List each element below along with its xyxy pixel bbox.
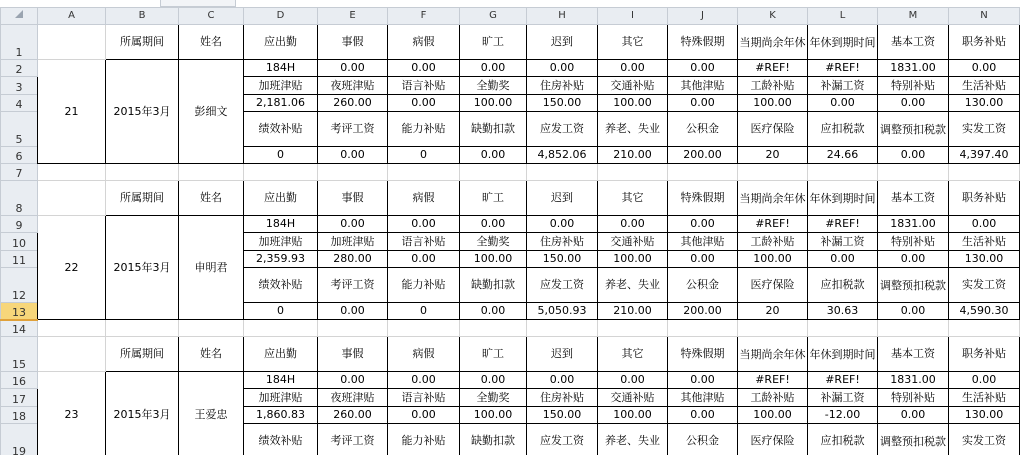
data-cell[interactable]: 0.00 (388, 95, 460, 112)
data-cell[interactable]: 1831.00 (878, 216, 949, 233)
data-cell[interactable]: 0.00 (598, 216, 668, 233)
data-cell[interactable]: 210.00 (598, 147, 668, 164)
cell-empty[interactable] (318, 320, 388, 337)
cell-empty[interactable] (598, 164, 668, 181)
header-cell[interactable]: 应出勤 (244, 337, 318, 372)
column-header-n[interactable]: N (949, 8, 1020, 25)
data-cell[interactable]: 260.00 (318, 407, 388, 424)
table-row (1, 320, 1020, 337)
data-cell[interactable]: 0.00 (318, 372, 388, 389)
data-cell[interactable]: 184H (244, 216, 318, 233)
column-header-d[interactable]: D (244, 8, 318, 25)
data-cell[interactable]: 100.00 (460, 95, 527, 112)
cell-empty[interactable] (878, 164, 949, 181)
label-cell[interactable]: 实发工资 (949, 112, 1020, 147)
data-cell[interactable]: 0.00 (388, 407, 460, 424)
header-cell[interactable]: 事假 (318, 337, 388, 372)
label-cell[interactable]: 实发工资 (949, 424, 1020, 455)
header-cell[interactable]: 应出勤 (244, 181, 318, 216)
label-cell[interactable]: 住房补贴 (527, 233, 598, 251)
header-cell[interactable]: 当期尚余年休 (738, 181, 808, 216)
cell-empty[interactable] (527, 164, 598, 181)
data-cell[interactable]: 20 (738, 147, 808, 164)
label-cell[interactable]: 缺勤扣款 (460, 268, 527, 303)
data-cell[interactable]: #REF! (738, 372, 808, 389)
column-header-h[interactable]: H (527, 8, 598, 25)
data-cell[interactable]: 0.00 (668, 251, 738, 268)
employee-name-cell[interactable]: 申明君 (179, 216, 244, 320)
header-cell[interactable]: 迟到 (527, 181, 598, 216)
label-cell[interactable]: 考评工资 (318, 424, 388, 455)
data-cell[interactable]: 30.63 (808, 303, 878, 320)
cell-empty[interactable] (244, 164, 318, 181)
data-cell[interactable]: 1831.00 (878, 372, 949, 389)
label-cell[interactable]: 工龄补贴 (738, 77, 808, 95)
data-cell[interactable]: 0.00 (388, 216, 460, 233)
header-cell[interactable]: 姓名 (179, 337, 244, 372)
label-cell[interactable]: 实发工资 (949, 268, 1020, 303)
label-cell[interactable]: 应发工资 (527, 268, 598, 303)
label-cell[interactable]: 能力补贴 (388, 268, 460, 303)
data-cell[interactable]: #REF! (738, 60, 808, 77)
data-cell[interactable]: 1831.00 (878, 60, 949, 77)
label-cell[interactable]: 补漏工资 (808, 389, 878, 407)
data-cell[interactable]: 130.00 (949, 407, 1020, 424)
label-cell[interactable]: 工龄补贴 (738, 233, 808, 251)
label-cell[interactable]: 应扣税款 (808, 424, 878, 455)
row-header[interactable]: 8 (1, 181, 38, 216)
header-cell[interactable]: 应出勤 (244, 25, 318, 60)
data-cell[interactable]: 130.00 (949, 251, 1020, 268)
header-cell[interactable]: 特殊假期 (668, 181, 738, 216)
period-cell[interactable]: 2015年3月 (106, 372, 179, 455)
header-cell[interactable]: 基本工资 (878, 181, 949, 216)
data-cell[interactable]: 0.00 (878, 147, 949, 164)
data-cell[interactable]: #REF! (738, 216, 808, 233)
header-cell[interactable]: 年休到期时间 (808, 25, 878, 60)
data-cell[interactable]: 210.00 (598, 303, 668, 320)
data-cell[interactable]: 184H (244, 372, 318, 389)
column-header-a[interactable]: A (38, 8, 106, 25)
cell-empty[interactable] (244, 320, 318, 337)
data-cell[interactable]: 0.00 (808, 251, 878, 268)
data-cell[interactable]: 150.00 (527, 95, 598, 112)
record-index-cell[interactable]: 22 (38, 216, 106, 320)
header-cell[interactable]: 其它 (598, 337, 668, 372)
data-cell[interactable]: 150.00 (527, 251, 598, 268)
cell-empty[interactable] (460, 164, 527, 181)
label-cell[interactable]: 特别补贴 (878, 233, 949, 251)
label-cell[interactable]: 交通补贴 (598, 77, 668, 95)
label-cell[interactable]: 生活补贴 (949, 389, 1020, 407)
data-cell[interactable]: 0.00 (949, 372, 1020, 389)
data-cell[interactable]: 5,050.93 (527, 303, 598, 320)
label-cell[interactable]: 养老、失业 (598, 424, 668, 455)
data-cell[interactable]: 0.00 (460, 372, 527, 389)
row-header[interactable]: 3 (1, 77, 38, 95)
data-cell[interactable]: 100.00 (598, 407, 668, 424)
label-cell[interactable]: 绩效补贴 (244, 112, 318, 147)
label-cell[interactable]: 语言补贴 (388, 233, 460, 251)
column-header-i[interactable]: I (598, 8, 668, 25)
data-cell[interactable]: 0.00 (460, 60, 527, 77)
label-cell[interactable]: 交通补贴 (598, 389, 668, 407)
cell-empty[interactable] (38, 337, 106, 372)
data-cell[interactable]: 0.00 (460, 147, 527, 164)
label-cell[interactable]: 其他津贴 (668, 233, 738, 251)
table-row (1, 216, 1020, 233)
header-cell[interactable]: 特殊假期 (668, 337, 738, 372)
data-cell[interactable]: 2,359.93 (244, 251, 318, 268)
cell-empty[interactable] (179, 320, 244, 337)
data-cell[interactable]: 0 (244, 147, 318, 164)
label-cell[interactable]: 加班津贴 (244, 233, 318, 251)
cell-empty[interactable] (388, 164, 460, 181)
label-cell[interactable]: 调整预扣税款 (878, 268, 949, 303)
cell-empty[interactable] (738, 320, 808, 337)
data-cell[interactable]: 100.00 (598, 95, 668, 112)
formula-bar-edge (160, 0, 236, 7)
cell-empty[interactable] (179, 164, 244, 181)
label-cell[interactable]: 能力补贴 (388, 424, 460, 455)
select-all-triangle-icon (15, 10, 23, 18)
employee-name-cell[interactable]: 王爱忠 (179, 372, 244, 455)
header-cell[interactable]: 当期尚余年休 (738, 25, 808, 60)
label-cell[interactable]: 补漏工资 (808, 77, 878, 95)
row-header[interactable]: 7 (1, 164, 38, 181)
header-cell[interactable]: 姓名 (179, 181, 244, 216)
column-header-j[interactable]: J (668, 8, 738, 25)
row-header[interactable]: 12 (1, 268, 38, 303)
data-cell[interactable]: 4,852.06 (527, 147, 598, 164)
header-cell[interactable]: 其它 (598, 25, 668, 60)
cell-empty[interactable] (949, 320, 1020, 337)
data-cell[interactable]: 0.00 (527, 372, 598, 389)
label-cell[interactable]: 工龄补贴 (738, 389, 808, 407)
column-header-c[interactable]: C (179, 8, 244, 25)
data-cell[interactable]: 100.00 (738, 251, 808, 268)
data-cell[interactable]: 0.00 (598, 60, 668, 77)
cell-empty[interactable] (106, 164, 179, 181)
data-cell[interactable]: #REF! (808, 60, 878, 77)
data-cell[interactable]: 4,590.30 (949, 303, 1020, 320)
header-cell[interactable]: 当期尚余年休 (738, 337, 808, 372)
data-cell[interactable]: 1,860.83 (244, 407, 318, 424)
data-cell[interactable]: 0.00 (388, 60, 460, 77)
label-cell[interactable]: 特别补贴 (878, 389, 949, 407)
label-cell[interactable]: 医疗保险 (738, 112, 808, 147)
cell-empty[interactable] (38, 25, 106, 60)
data-cell[interactable]: 130.00 (949, 95, 1020, 112)
label-cell[interactable]: 夜班津贴 (318, 77, 388, 95)
label-cell[interactable]: 全勤奖 (460, 233, 527, 251)
data-cell[interactable]: #REF! (808, 372, 878, 389)
cell-empty[interactable] (668, 320, 738, 337)
cell-empty[interactable] (808, 320, 878, 337)
data-cell[interactable]: 0.00 (388, 251, 460, 268)
label-cell[interactable]: 应扣税款 (808, 112, 878, 147)
label-cell[interactable]: 特别补贴 (878, 77, 949, 95)
row-header[interactable]: 19 (1, 424, 38, 455)
row-header[interactable]: 11 (1, 251, 38, 268)
data-cell[interactable]: 0.00 (808, 95, 878, 112)
label-cell[interactable]: 加班津贴 (318, 233, 388, 251)
label-cell[interactable]: 能力补贴 (388, 112, 460, 147)
label-cell[interactable]: 考评工资 (318, 268, 388, 303)
label-cell[interactable]: 缺勤扣款 (460, 424, 527, 455)
data-cell[interactable]: #REF! (808, 216, 878, 233)
row-header[interactable]: 5 (1, 112, 38, 147)
data-cell[interactable]: 0.00 (878, 95, 949, 112)
data-cell[interactable]: 0.00 (878, 303, 949, 320)
header-cell[interactable]: 所属期间 (106, 181, 179, 216)
row-header[interactable]: 6 (1, 147, 38, 164)
header-cell[interactable]: 职务补贴 (949, 25, 1020, 60)
data-cell[interactable]: 280.00 (318, 251, 388, 268)
data-cell[interactable]: 0.00 (668, 95, 738, 112)
data-cell[interactable]: 260.00 (318, 95, 388, 112)
header-cell[interactable]: 基本工资 (878, 25, 949, 60)
cell-empty[interactable] (598, 320, 668, 337)
period-cell[interactable]: 2015年3月 (106, 60, 179, 164)
column-header-k[interactable]: K (738, 8, 808, 25)
label-cell[interactable]: 交通补贴 (598, 233, 668, 251)
data-cell[interactable]: 100.00 (738, 407, 808, 424)
data-cell[interactable]: 0.00 (598, 372, 668, 389)
cell-empty[interactable] (38, 320, 106, 337)
table-row (1, 337, 1020, 372)
header-cell[interactable]: 年休到期时间 (808, 181, 878, 216)
row-header-selected[interactable]: 13 (1, 303, 38, 320)
data-cell[interactable]: 0.00 (460, 216, 527, 233)
data-cell[interactable]: 20 (738, 303, 808, 320)
header-cell[interactable]: 旷工 (460, 25, 527, 60)
data-cell[interactable]: 0 (388, 147, 460, 164)
header-cell[interactable]: 病假 (388, 337, 460, 372)
label-cell[interactable]: 公积金 (668, 424, 738, 455)
data-cell[interactable]: 0.00 (668, 407, 738, 424)
row-header[interactable]: 4 (1, 95, 38, 112)
label-cell[interactable]: 绩效补贴 (244, 424, 318, 455)
data-cell[interactable]: 0 (388, 303, 460, 320)
header-cell[interactable]: 病假 (388, 25, 460, 60)
data-cell[interactable]: 0.00 (318, 303, 388, 320)
header-cell[interactable]: 特殊假期 (668, 25, 738, 60)
header-cell[interactable]: 所属期间 (106, 25, 179, 60)
data-cell[interactable]: 100.00 (460, 407, 527, 424)
label-cell[interactable]: 其他津贴 (668, 77, 738, 95)
data-cell[interactable]: 0.00 (878, 407, 949, 424)
data-cell[interactable]: 0.00 (668, 60, 738, 77)
data-cell[interactable]: 0.00 (527, 216, 598, 233)
row-header[interactable]: 14 (1, 320, 38, 337)
header-cell[interactable]: 迟到 (527, 25, 598, 60)
data-cell[interactable]: 200.00 (668, 303, 738, 320)
label-cell[interactable]: 住房补贴 (527, 77, 598, 95)
table-row (1, 372, 1020, 389)
label-cell[interactable]: 语言补贴 (388, 77, 460, 95)
cell-empty[interactable] (38, 164, 106, 181)
worksheet-grid[interactable] (0, 7, 1020, 455)
row-header[interactable]: 2 (1, 60, 38, 77)
cell-empty[interactable] (949, 164, 1020, 181)
cell-empty[interactable] (106, 320, 179, 337)
label-cell[interactable]: 养老、失业 (598, 268, 668, 303)
data-cell[interactable]: 100.00 (738, 95, 808, 112)
data-cell[interactable]: -12.00 (808, 407, 878, 424)
data-cell[interactable]: 0.00 (460, 303, 527, 320)
row-header[interactable]: 16 (1, 372, 38, 389)
data-cell[interactable]: 0.00 (949, 60, 1020, 77)
label-cell[interactable]: 医疗保险 (738, 424, 808, 455)
header-cell[interactable]: 病假 (388, 181, 460, 216)
cell-empty[interactable] (527, 320, 598, 337)
row-header[interactable]: 9 (1, 216, 38, 233)
label-cell[interactable]: 生活补贴 (949, 77, 1020, 95)
cell-empty[interactable] (878, 320, 949, 337)
row-header[interactable]: 15 (1, 337, 38, 372)
label-cell[interactable]: 调整预扣税款 (878, 424, 949, 455)
label-cell[interactable]: 考评工资 (318, 112, 388, 147)
header-cell[interactable]: 事假 (318, 25, 388, 60)
header-cell[interactable]: 所属期间 (106, 337, 179, 372)
label-cell[interactable]: 住房补贴 (527, 389, 598, 407)
label-cell[interactable]: 加班津贴 (244, 389, 318, 407)
data-cell[interactable]: 4,397.40 (949, 147, 1020, 164)
header-cell[interactable]: 年休到期时间 (808, 337, 878, 372)
data-cell[interactable]: 2,181.06 (244, 95, 318, 112)
data-cell[interactable]: 24.66 (808, 147, 878, 164)
cell-empty[interactable] (668, 164, 738, 181)
label-cell[interactable]: 应扣税款 (808, 268, 878, 303)
data-cell[interactable]: 0.00 (668, 216, 738, 233)
row-header[interactable]: 17 (1, 389, 38, 407)
label-cell[interactable]: 医疗保险 (738, 268, 808, 303)
data-cell[interactable]: 0.00 (878, 251, 949, 268)
label-cell[interactable]: 绩效补贴 (244, 268, 318, 303)
data-cell[interactable]: 0.00 (388, 372, 460, 389)
data-cell[interactable]: 0.00 (318, 60, 388, 77)
header-cell[interactable]: 其它 (598, 181, 668, 216)
data-cell[interactable]: 0.00 (318, 147, 388, 164)
select-all-corner[interactable] (1, 8, 38, 25)
label-cell[interactable]: 全勤奖 (460, 389, 527, 407)
label-cell[interactable]: 生活补贴 (949, 233, 1020, 251)
label-cell[interactable]: 补漏工资 (808, 233, 878, 251)
header-cell[interactable]: 职务补贴 (949, 337, 1020, 372)
label-cell[interactable]: 缺勤扣款 (460, 112, 527, 147)
row-header[interactable]: 1 (1, 25, 38, 60)
data-cell[interactable]: 0 (244, 303, 318, 320)
table-row (1, 60, 1020, 77)
cell-empty[interactable] (388, 320, 460, 337)
row-header[interactable]: 10 (1, 233, 38, 251)
header-cell[interactable]: 姓名 (179, 25, 244, 60)
header-cell[interactable]: 事假 (318, 181, 388, 216)
label-cell[interactable]: 养老、失业 (598, 112, 668, 147)
data-cell[interactable]: 0.00 (668, 372, 738, 389)
table-row (1, 164, 1020, 181)
column-header-g[interactable]: G (460, 8, 527, 25)
top-strip (0, 0, 1027, 7)
data-cell[interactable]: 150.00 (527, 407, 598, 424)
column-header-l[interactable]: L (808, 8, 878, 25)
cell-empty[interactable] (460, 320, 527, 337)
row-header[interactable]: 18 (1, 407, 38, 424)
cell-empty[interactable] (318, 164, 388, 181)
label-cell[interactable]: 公积金 (668, 112, 738, 147)
data-cell[interactable]: 184H (244, 60, 318, 77)
label-cell[interactable]: 语言补贴 (388, 389, 460, 407)
record-index-cell[interactable]: 23 (38, 372, 106, 455)
header-cell[interactable]: 旷工 (460, 181, 527, 216)
employee-name-cell[interactable]: 彭细文 (179, 60, 244, 164)
table-row (1, 25, 1020, 60)
table-row (1, 181, 1020, 216)
data-cell[interactable]: 0.00 (318, 216, 388, 233)
column-header-b[interactable]: B (106, 8, 179, 25)
header-cell[interactable]: 职务补贴 (949, 181, 1020, 216)
label-cell[interactable]: 公积金 (668, 268, 738, 303)
data-cell[interactable]: 100.00 (460, 251, 527, 268)
column-header-m[interactable]: M (878, 8, 949, 25)
label-cell[interactable]: 加班津贴 (244, 77, 318, 95)
label-cell[interactable]: 其他津贴 (668, 389, 738, 407)
record-index-cell[interactable]: 21 (38, 60, 106, 164)
cell-empty[interactable] (808, 164, 878, 181)
column-header-e[interactable]: E (318, 8, 388, 25)
cell-empty[interactable] (738, 164, 808, 181)
data-cell[interactable]: 0.00 (949, 216, 1020, 233)
data-cell[interactable]: 0.00 (527, 60, 598, 77)
label-cell[interactable]: 应发工资 (527, 112, 598, 147)
label-cell[interactable]: 调整预扣税款 (878, 112, 949, 147)
period-cell[interactable]: 2015年3月 (106, 216, 179, 320)
data-cell[interactable]: 100.00 (598, 251, 668, 268)
column-header-row (1, 8, 1020, 25)
label-cell[interactable]: 夜班津贴 (318, 389, 388, 407)
header-cell[interactable]: 基本工资 (878, 337, 949, 372)
cell-empty[interactable] (38, 181, 106, 216)
column-header-f[interactable]: F (388, 8, 460, 25)
header-cell[interactable]: 旷工 (460, 337, 527, 372)
data-cell[interactable]: 200.00 (668, 147, 738, 164)
header-cell[interactable]: 迟到 (527, 337, 598, 372)
label-cell[interactable]: 应发工资 (527, 424, 598, 455)
label-cell[interactable]: 全勤奖 (460, 77, 527, 95)
